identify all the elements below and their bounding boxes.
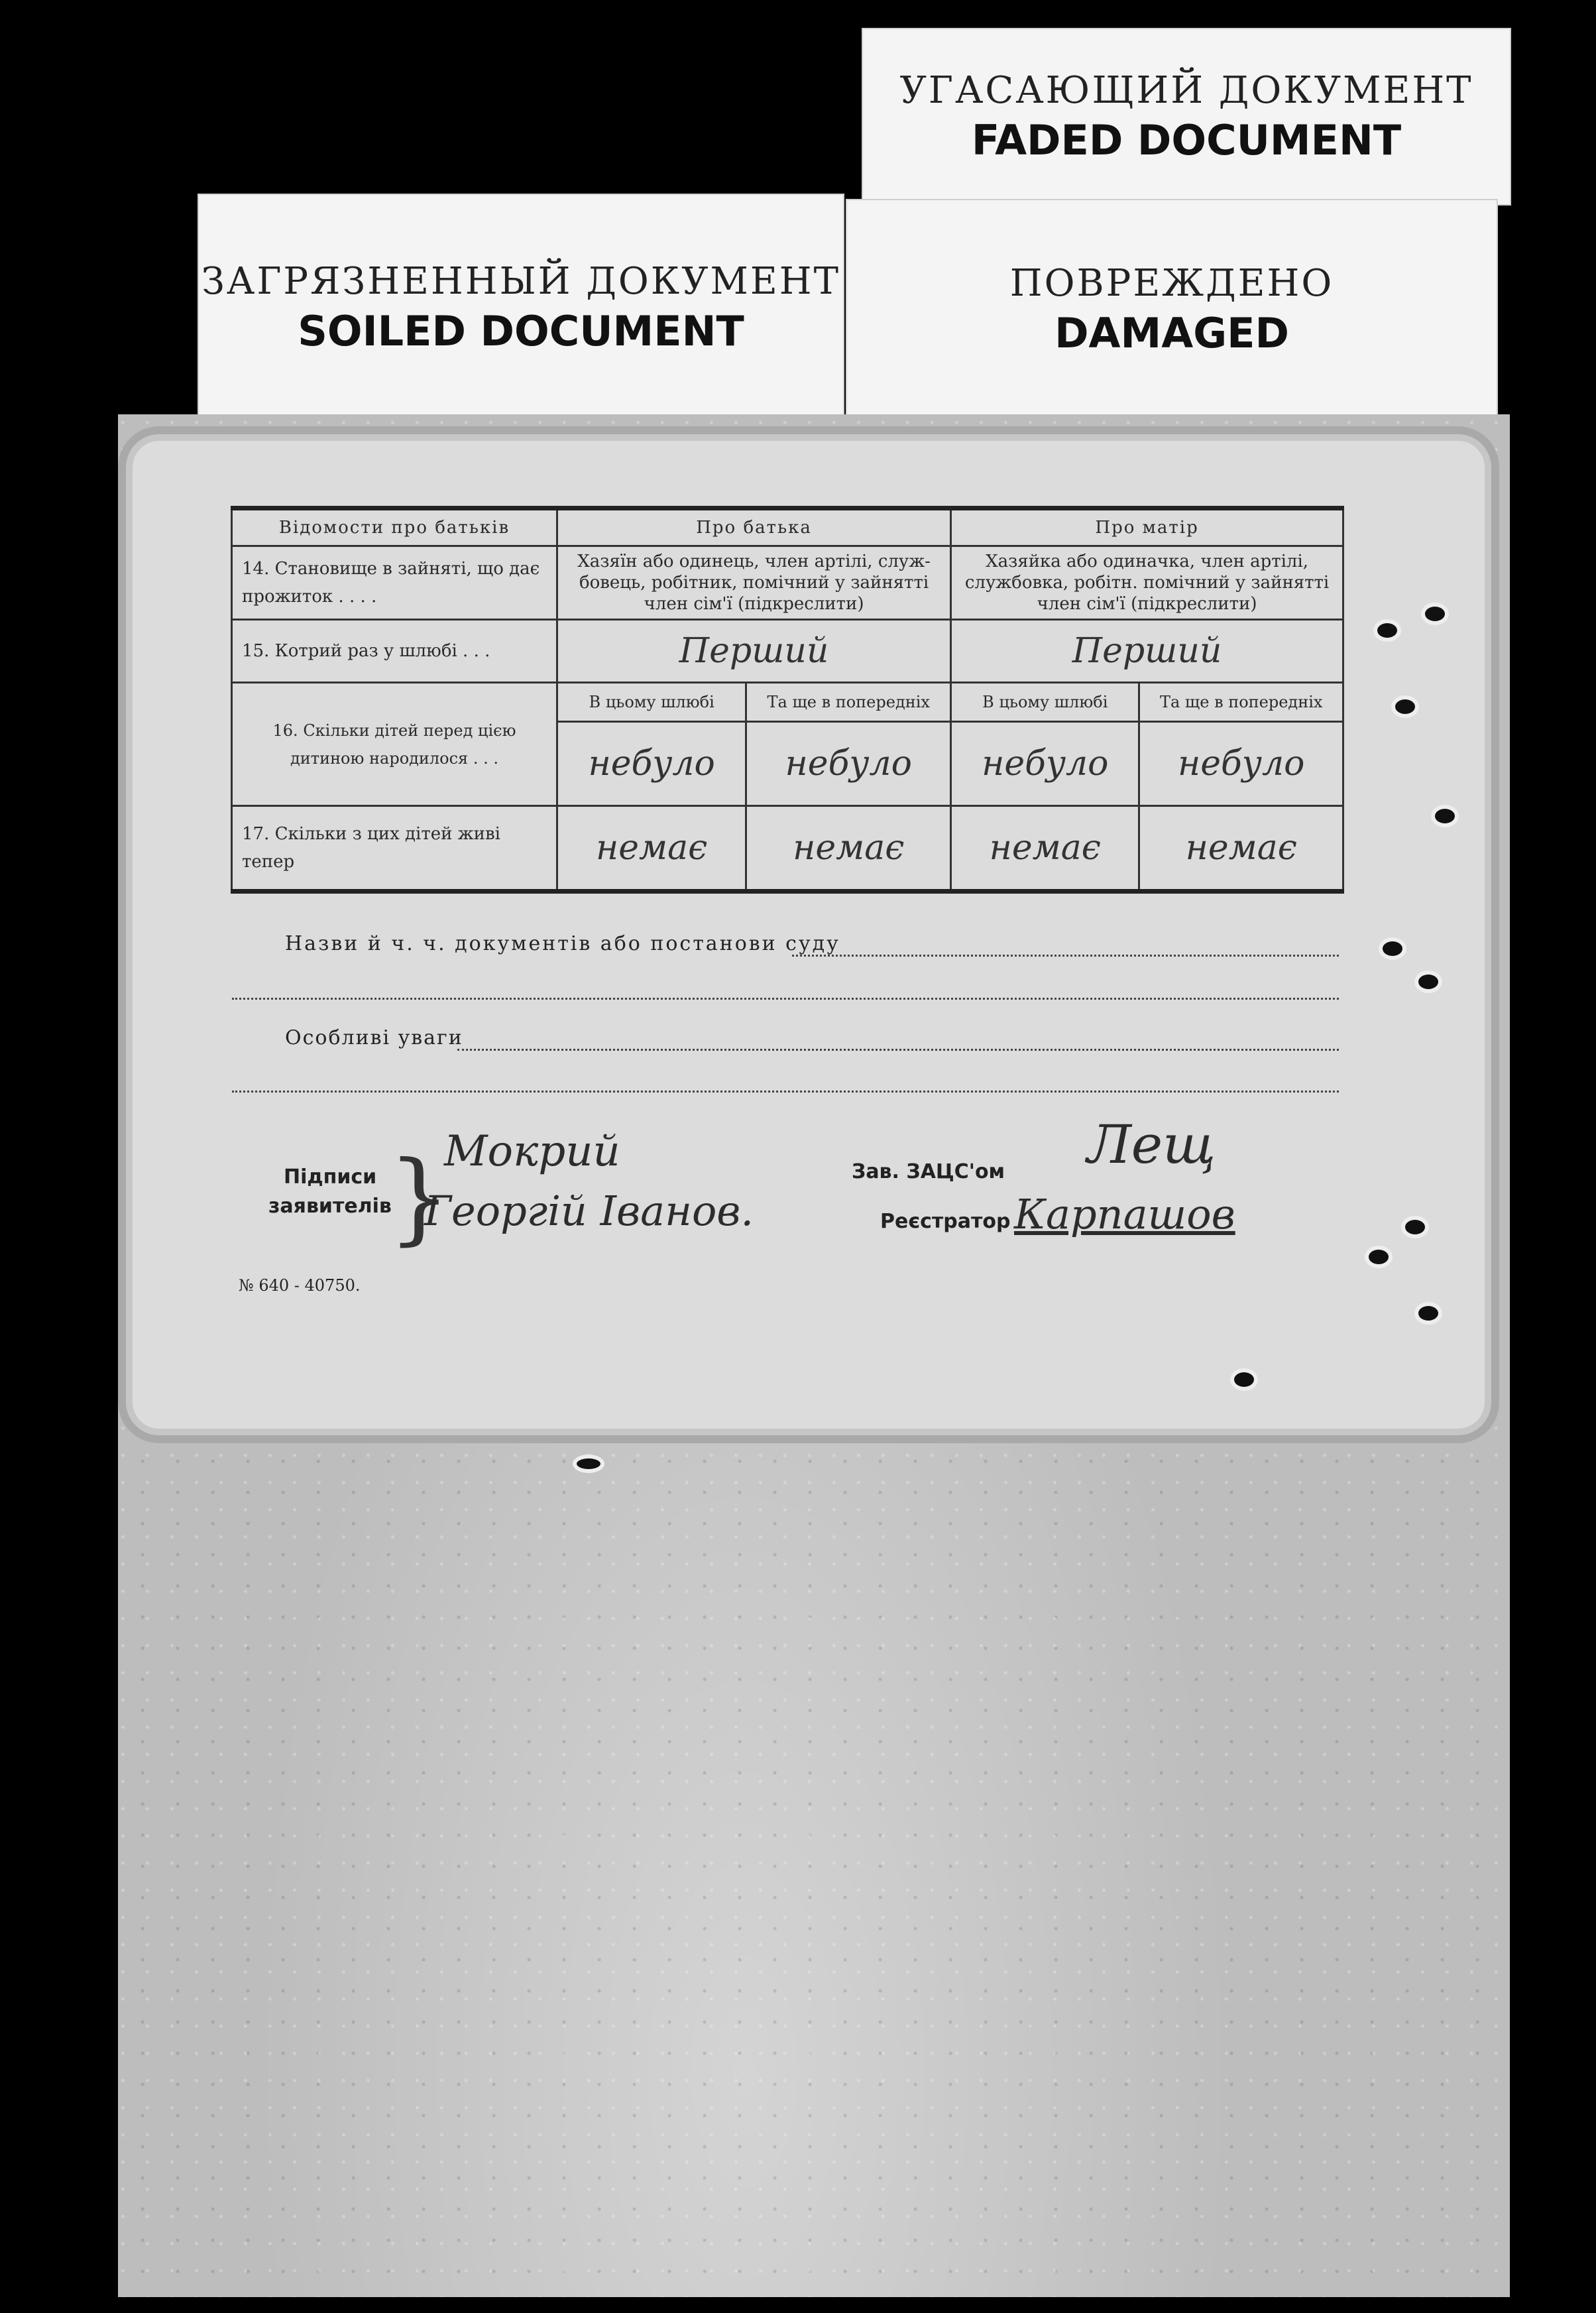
soiled-document-label [198,194,844,422]
r17-father-this: немає [557,806,746,892]
applicants-label-2: заявителів [268,1195,392,1218]
damaged-label [846,199,1498,420]
table-row-15 [232,620,1343,683]
table-subheader-row [232,683,1343,722]
remarks-line-2 [232,1091,1339,1093]
soiled-label-en: SOILED DOCUMENT [298,307,744,355]
question-14: 14. Становище в зайняті, що дає прожиток . . . . [232,546,557,620]
form-number: № 640 - 40750. [239,1276,361,1295]
sub-mother-this-marriage: В цьому шлюбі [951,683,1139,722]
sub-father-this-marriage: В цьому шлюбі [557,683,746,722]
documents-line-2 [232,998,1339,1000]
sub-mother-previous: Та ще в попередніх [1139,683,1343,722]
r17-mother-prev: немає [1139,806,1343,892]
r17-father-prev: немає [746,806,951,892]
question-17: 17. Скільки з цих дітей живі тепер [232,806,557,892]
father-occupation-options: Хазяїн або одинець, член артілі, служ-бовець, робітник, помічний у зайнятті член сім'ї (підкреслити) [557,546,951,620]
faded-label-en: FADED DOCUMENT [971,116,1402,164]
r16-mother-this: небуло [951,722,1139,806]
question-15: 15. Котрий раз у шлюбі . . . [232,620,557,683]
table-row-14 [232,546,1343,620]
registrar-signature: Карпашов [1014,1190,1235,1238]
header-mother: Про матір [951,508,1343,546]
father-marriage-count: Перший [557,620,951,683]
table-header-row [232,508,1343,546]
remarks-line-1 [457,1049,1339,1051]
head-signature: Лещ [1087,1114,1216,1175]
applicants-brace: } [388,1140,451,1256]
damaged-label-en: DAMAGED [1054,309,1289,357]
faded-document-label [862,28,1511,206]
applicants-label-1: Підписи [284,1165,377,1189]
remarks-label: Особливі уваги [285,1026,463,1049]
header-parents-info: Відомости про батьків [232,508,557,546]
faded-label-ru: УГАСАЮЩИЙ ДОКУМЕНТ [899,69,1473,112]
question-16: 16. Скільки дітей перед цією дитиною народилося . . . [232,683,557,806]
r16-mother-prev: небуло [1139,722,1343,806]
head-label: Зав. ЗАЦС'ом [852,1160,1005,1183]
table-row-17 [232,806,1343,892]
documents-line-1 [792,955,1339,957]
r16-father-prev: небуло [746,722,951,806]
parents-info-table [231,506,1344,894]
r16-father-this: небуло [557,722,746,806]
mother-occupation-options: Хазяйка або одиначка, член артілі, службовка, робітн. помічний у зайнятті член сім'ї (підкреслити) [951,546,1343,620]
documents-label: Назви й ч. ч. документів або постанови суду [285,932,840,955]
applicant-signature-1: Мокрий [444,1127,620,1176]
soiled-label-ru: ЗАГРЯЗНЕННЫЙ ДОКУМЕНТ [201,260,840,303]
applicant-signature-2: Георгій Іванов. [424,1187,754,1235]
header-father: Про батька [557,508,951,546]
r17-mother-this: немає [951,806,1139,892]
sub-father-previous: Та ще в попередніх [746,683,951,722]
mother-marriage-count: Перший [951,620,1343,683]
registrar-label: Реєстратор [880,1210,1011,1233]
damaged-label-ru: ПОВРЕЖДЕНО [1009,262,1334,305]
